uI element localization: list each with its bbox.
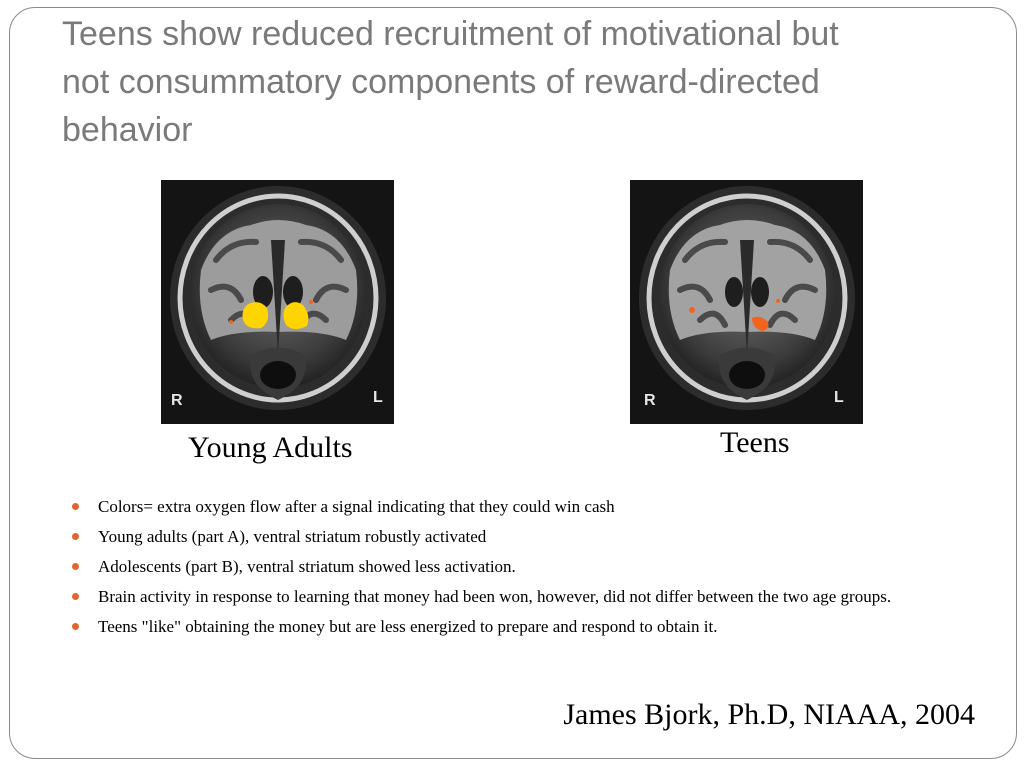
bullet-dot-icon xyxy=(72,533,79,540)
bullet-item xyxy=(72,526,962,548)
brain-scan-teens-image xyxy=(630,180,863,424)
bullet-item xyxy=(72,586,962,608)
bullet-item xyxy=(72,556,962,578)
bullet-text: Young adults (part A), ventral striatum robustly activated xyxy=(98,527,487,546)
scan-right-marker: L xyxy=(834,389,844,406)
bullet-dot-icon xyxy=(72,563,79,570)
slide-title: Teens show reduced recruitment of motivational but not consummatory components of reward-directed behavior xyxy=(62,15,839,149)
brain-scan-young-adults xyxy=(161,180,394,424)
bullet-list xyxy=(72,496,962,646)
citation: James Bjork, Ph.D, NIAAA, 2004 xyxy=(563,698,975,731)
bullet-text: Adolescents (part B), ventral striatum showed less activation. xyxy=(98,557,516,576)
bullet-dot-icon xyxy=(72,593,79,600)
scan-right-marker: L xyxy=(373,389,383,406)
bullet-text: Colors= extra oxygen flow after a signal indicating that they could win cash xyxy=(98,497,615,516)
bullet-text: Brain activity in response to learning that money had been won, however, did not differ between the two age groups. xyxy=(98,587,892,606)
bullet-dot-icon xyxy=(72,623,79,630)
scan-left-marker: R xyxy=(644,392,656,409)
brain-scan-young-adults-image xyxy=(161,180,394,424)
scan-left-marker: R xyxy=(171,392,183,409)
bullet-text: Teens "like" obtaining the money but are less energized to prepare and respond to obtain it. xyxy=(98,617,718,636)
caption-young-adults: Young Adults xyxy=(188,431,353,464)
bullet-item xyxy=(72,496,962,518)
bullet-item xyxy=(72,616,962,638)
brain-scan-teens xyxy=(630,180,863,424)
bullet-dot-icon xyxy=(72,503,79,510)
caption-teens: Teens xyxy=(720,426,790,459)
